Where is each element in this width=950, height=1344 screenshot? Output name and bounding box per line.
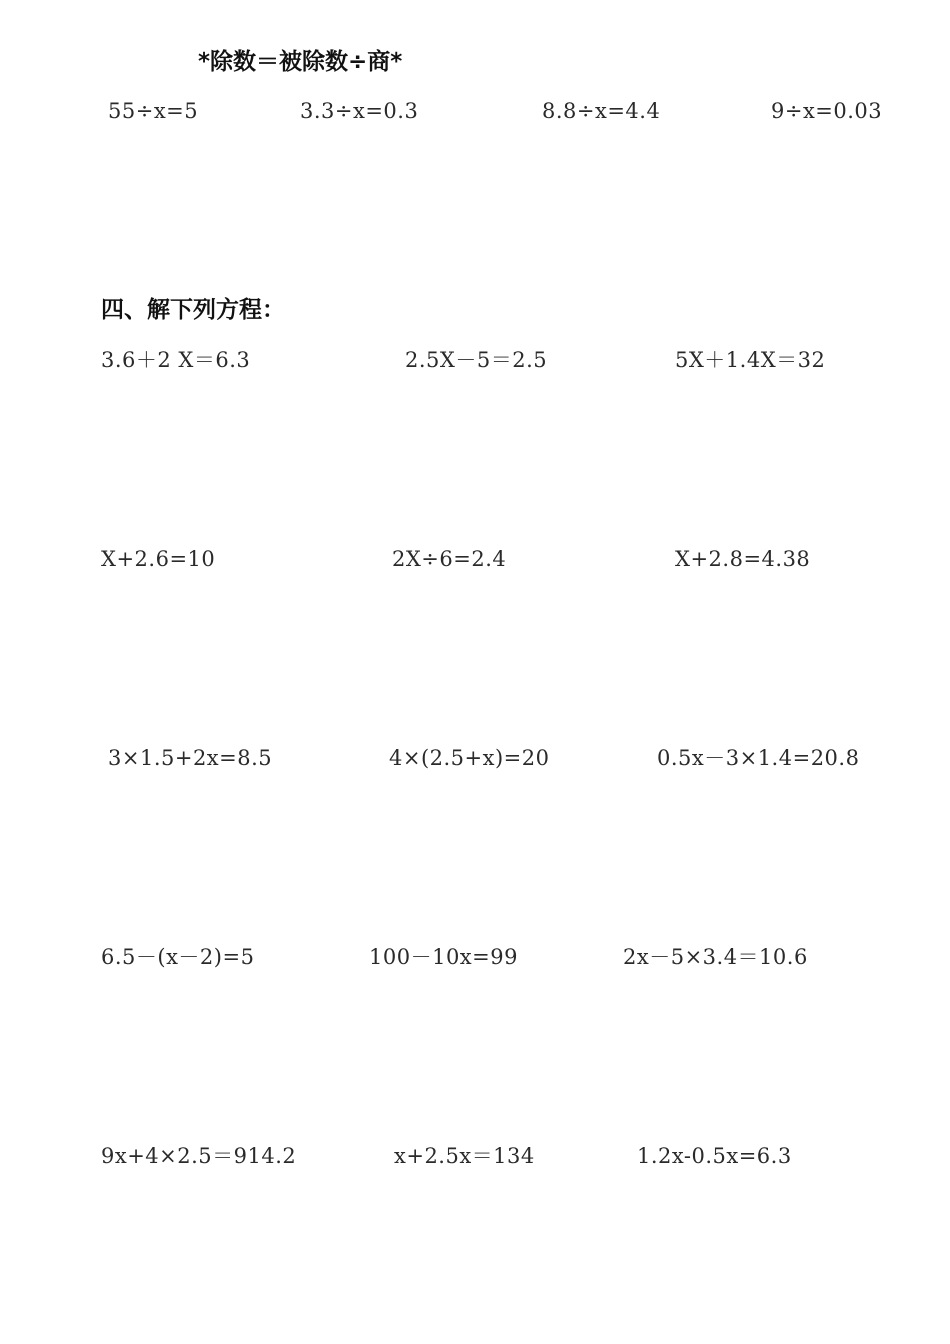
rule-equation: 8.8÷x=4.4 [542, 99, 661, 123]
equation-item: 2.5X－5＝2.5 [405, 348, 548, 372]
equation-item: 100－10x=99 [369, 945, 518, 969]
equation-item: 1.2x-0.5x=6.3 [637, 1144, 792, 1168]
equation-item: x+2.5x＝134 [394, 1144, 535, 1168]
rule-equation: 55÷x=5 [108, 99, 199, 123]
section-heading: 四、解下列方程： [101, 297, 285, 323]
equation-item: X+2.6=10 [101, 547, 216, 571]
equation-item: X+2.8=4.38 [675, 547, 811, 571]
equation-item: 3.6＋2 X＝6.3 [101, 348, 251, 372]
equation-item: 4×(2.5+x)=20 [389, 746, 550, 770]
rule-heading: *除数＝被除数÷商* [198, 49, 403, 75]
rule-equation: 3.3÷x=0.3 [300, 99, 419, 123]
rule-equation: 9÷x=0.03 [771, 99, 883, 123]
equation-item: 2X÷6=2.4 [392, 547, 507, 571]
equation-item: 5X＋1.4X＝32 [675, 348, 826, 372]
equation-item: 6.5－(x－2)=5 [101, 945, 255, 969]
equation-item: 0.5x－3×1.4=20.8 [657, 746, 860, 770]
equation-item: 3×1.5+2x=8.5 [108, 746, 273, 770]
equation-item: 2x－5×3.4＝10.6 [623, 945, 808, 969]
equation-item: 9x+4×2.5＝914.2 [101, 1144, 297, 1168]
